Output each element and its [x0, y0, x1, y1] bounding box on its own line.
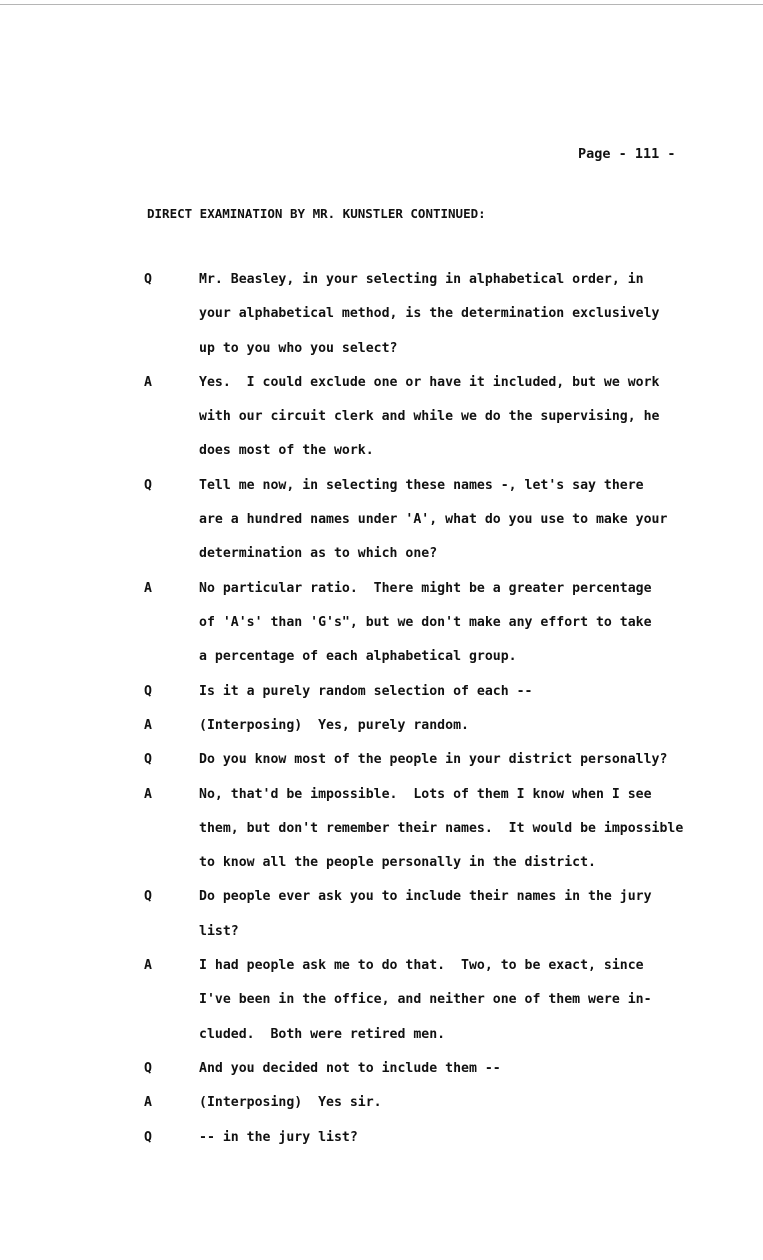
question-marker: Q [144, 752, 152, 768]
testimony-line: I've been in the office, and neither one of them were in- [199, 992, 652, 1008]
testimony-text [199, 752, 755, 786]
testimony-line: Yes. I could exclude one or have it included, but we work [199, 374, 660, 390]
testimony-line: Is it a purely random selection of each -- [199, 683, 533, 699]
answer-marker: A [144, 1095, 152, 1111]
answer-marker: A [144, 374, 152, 390]
testimony-line: to know all the people personally in the district. [199, 855, 596, 871]
question-marker: Q [144, 1129, 152, 1145]
testimony-line: with our circuit clerk and while we do the supervising, he [199, 409, 660, 425]
testimony-line: Tell me now, in selecting these names -, let's say there [199, 477, 644, 493]
testimony-line: up to you who you select? [199, 340, 398, 356]
testimony-text [199, 684, 755, 718]
top-edge-rule [0, 4, 763, 5]
testimony-line: And you decided not to include them -- [199, 1060, 501, 1076]
answer-marker: A [144, 717, 152, 733]
question-marker: Q [144, 1060, 152, 1076]
testimony-line: No particular ratio. There might be a greater percentage [199, 580, 652, 596]
answer-marker: A [144, 786, 152, 802]
testimony-line: -- in the jury list? [199, 1129, 358, 1145]
testimony-text [199, 718, 755, 752]
testimony-text [199, 581, 755, 684]
answer-marker: A [144, 580, 152, 596]
testimony-line: are a hundred names under 'A', what do you use to make your [199, 512, 668, 528]
testimony-line: determination as to which one? [199, 546, 438, 562]
testimony-text [199, 478, 755, 581]
answer-marker: A [144, 958, 152, 973]
testimony-text [199, 272, 755, 375]
testimony-line: your alphabetical method, is the determination exclusively [199, 306, 660, 322]
testimony-line: cluded. Both were retired men. [199, 1026, 446, 1042]
testimony-line: list? [199, 923, 239, 939]
testimony-text [199, 1095, 755, 1129]
page-number: Page - 111 - [578, 146, 676, 162]
testimony-line: Do people ever ask you to include their names in the jury [199, 889, 652, 905]
question-marker: Q [144, 272, 152, 287]
question-marker: Q [144, 683, 152, 699]
testimony-line: I had people ask me to do that. Two, to be exact, since [199, 958, 644, 973]
testimony-line: them, but don't remember their names. It would be impossible [199, 820, 684, 836]
testimony-line: Do you know most of the people in your district personally? [199, 752, 668, 768]
testimony-text [199, 1061, 755, 1095]
testimony-line: of 'A's' than 'G's", but we don't make any effort to take [199, 614, 652, 630]
testimony-line: No, that'd be impossible. Lots of them I know when I see [199, 786, 652, 802]
testimony-line: a percentage of each alphabetical group. [199, 649, 517, 665]
testimony-text [199, 1130, 755, 1164]
testimony-text [199, 375, 755, 478]
question-marker: Q [144, 889, 152, 905]
testimony-line: (Interposing) Yes sir. [199, 1095, 382, 1111]
testimony-line: does most of the work. [199, 443, 374, 459]
testimony-line: Mr. Beasley, in your selecting in alphabetical order, in [199, 272, 644, 287]
testimony-text [199, 889, 755, 958]
question-marker: Q [144, 477, 152, 493]
section-heading: DIRECT EXAMINATION BY MR. KUNSTLER CONTINUED: [147, 206, 486, 221]
testimony-text [199, 787, 755, 890]
testimony-line: (Interposing) Yes, purely random. [199, 717, 469, 733]
testimony-text [199, 958, 755, 1061]
